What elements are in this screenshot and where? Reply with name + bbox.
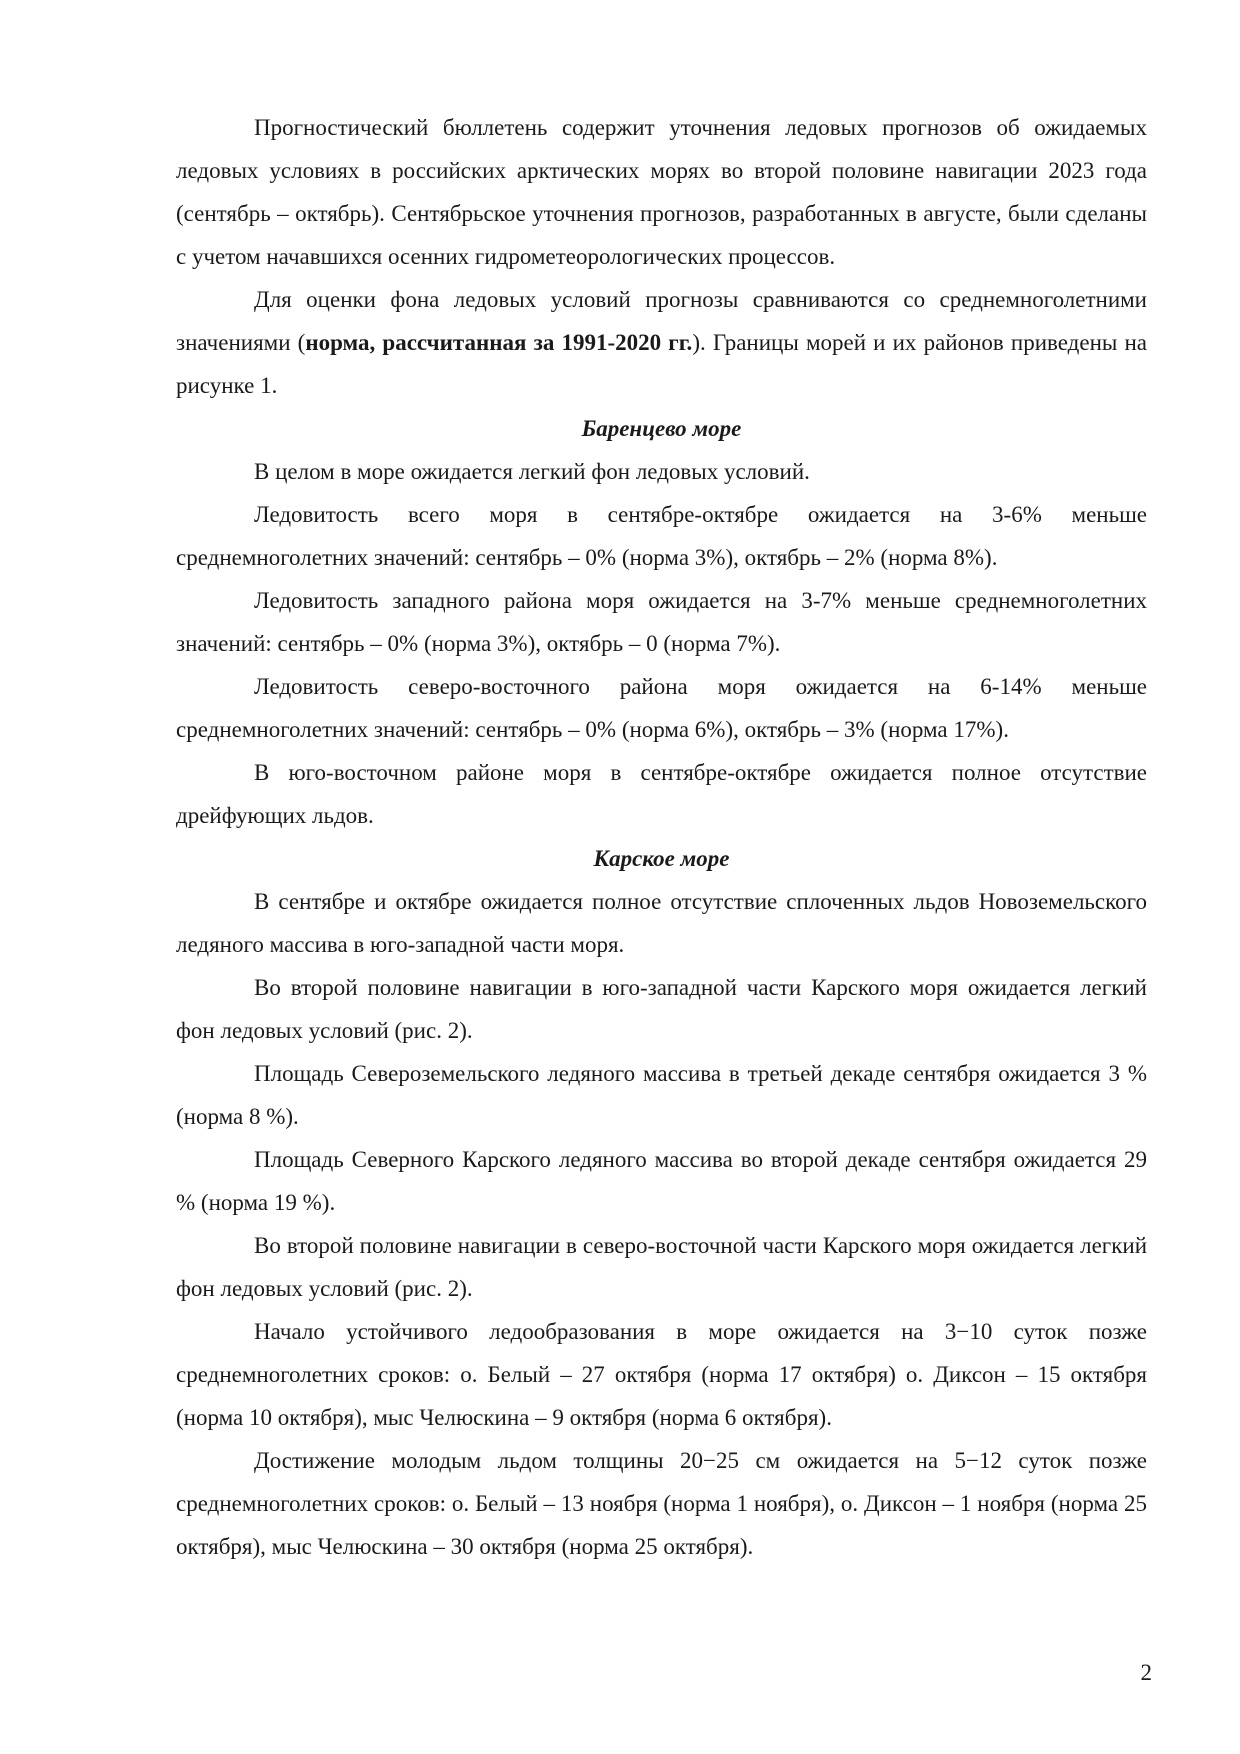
barents-paragraph: В целом в море ожидается легкий фон ледовых условий. [254,459,810,484]
kara-paragraph: Площадь Северного Карского ледяного массива во второй декаде сентября ожидается 29 % (норма 19 %). [176,1147,1147,1215]
section-heading-kara: Карское море [593,846,730,871]
norm-period-bold: норма, рассчитанная за 1991-2020 гг. [305,330,693,355]
intro-norm-paragraph [176,278,1147,407]
page-number: 2 [1140,1660,1152,1685]
kara-paragraph: Во второй половине навигации в юго-западной части Карского моря ожидается легкий фон ледовых условий (рис. 2). [176,975,1147,1043]
kara-paragraph: В сентябре и октябре ожидается полное отсутствие сплоченных льдов Новоземельского ледяного массива в юго-западной части моря. [176,889,1147,957]
kara-paragraph: Достижение молодым льдом толщины 20−25 см ожидается на 5−12 суток позже среднемноголетних сроков: о. Белый – 13 ноября (норма 1 ноября), о. Диксон – 1 ноября (норма 25 октября), мыс Челюскина – 30 октября (норма 25 октября). [176,1448,1147,1559]
kara-paragraph: Площадь Североземельского ледяного массива в третьей декаде сентября ожидается 3 % (норма 8 %). [176,1061,1147,1129]
barents-paragraph: Ледовитость западного района моря ожидается на 3-7% меньше среднемноголетних значений: сентябрь – 0% (норма 3%), октябрь – 0 (норма 7%). [176,588,1147,656]
intro-norm-text-start: Для оценки фона ледовых условий прогнозы сравниваются со среднемноголетними значениями ( [176,287,1147,355]
intro-paragraph: Прогностический бюллетень содержит уточнения ледовых прогнозов об ожидаемых ледовых условиях в российских арктических морях во второй половине навигации 2023 года (сентябрь – октябрь). Сентябрьское уточнения прогнозов, разработанных в августе, были сделаны с учетом начавшихся осенних гидрометеорологических процессов. [176,115,1147,269]
barents-paragraph: Ледовитость северо-восточного района моря ожидается на 6-14% меньше среднемноголетних значений: сентябрь – 0% (норма 6%), октябрь – 3% (норма 17%). [176,674,1147,742]
section-heading-barents: Баренцево море [581,416,742,441]
kara-paragraph: Во второй половине навигации в северо-восточной части Карского моря ожидается легкий фон ледовых условий (рис. 2). [176,1233,1147,1301]
barents-paragraph: В юго-восточном районе моря в сентябре-октябре ожидается полное отсутствие дрейфующих льдов. [176,760,1147,828]
kara-paragraph: Начало устойчивого ледообразования в море ожидается на 3−10 суток позже среднемноголетних сроков: о. Белый – 27 октября (норма 17 октября) о. Диксон – 15 октября (норма 10 октября), мыс Челюскина – 9 октября (норма 6 октября). [176,1319,1147,1430]
document-body [176,106,1147,1568]
barents-paragraph: Ледовитость всего моря в сентябре-октябре ожидается на 3-6% меньше среднемноголетних значений: сентябрь – 0% (норма 3%), октябрь – 2% (норма 8%). [176,502,1147,570]
intro-norm-text-end: ). Границы морей и их районов приведены на рисунке 1. [176,330,1147,398]
